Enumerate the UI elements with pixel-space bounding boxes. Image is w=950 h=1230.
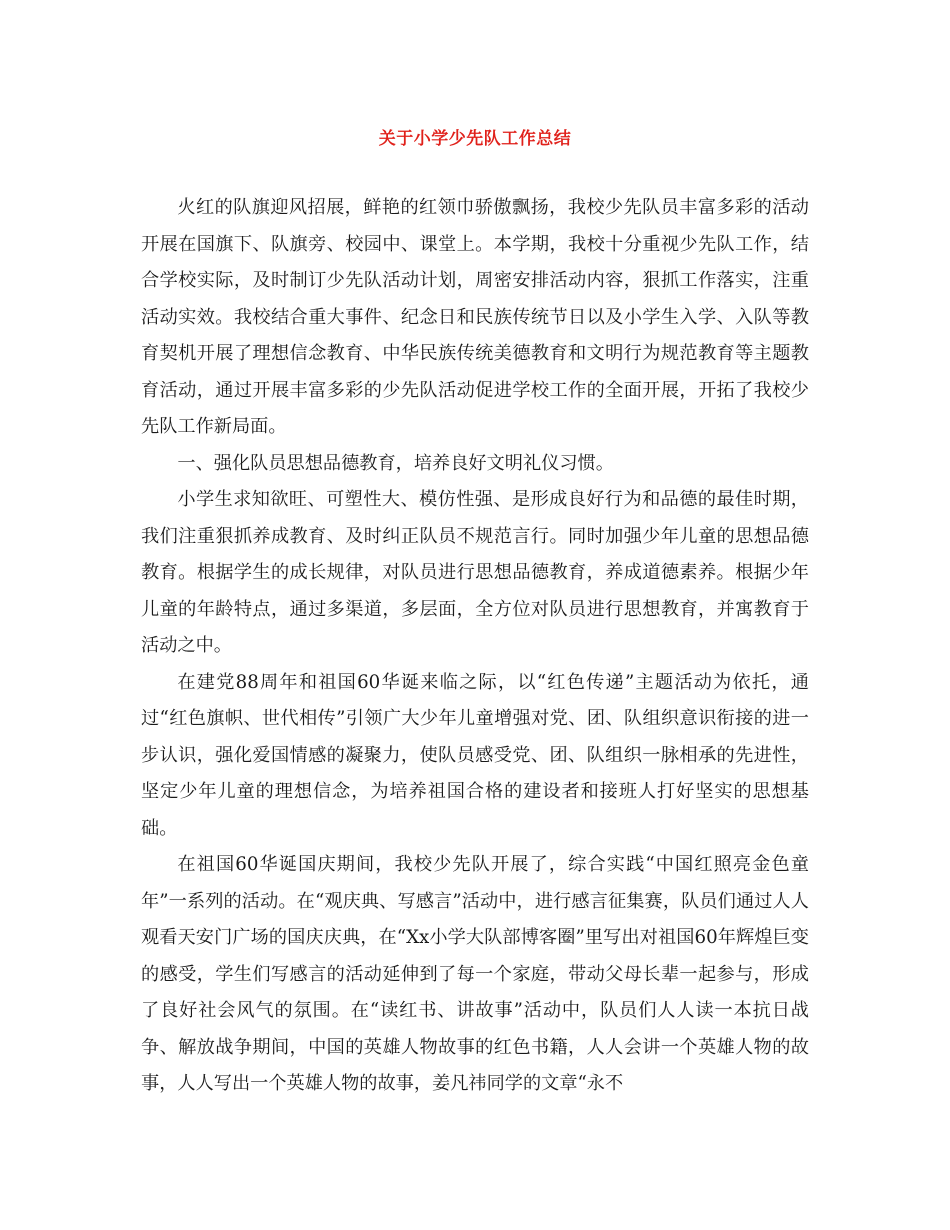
document-body (141, 190, 809, 1103)
document-title: 关于小学少先队工作总结 (378, 129, 572, 149)
section-heading-1: 一、强化队员思想品德教育，培养良好文明礼仪习惯。 (177, 452, 614, 474)
paragraph-red-heritage: 在建党88周年和祖国60华诞来临之际，以“红色传递”主题活动为依托，通过“红色旗帜、世代相传”引领广大少年儿童增强对党、团、队组织意识衔接的进一步认识，强化爱国情感的凝聚力，使队员感受党、团、队组织一脉相承的先进性，坚定少年儿童的理想信念，为培养祖国合格的建设者和接班人打好坚实的思想基础。 (141, 671, 809, 839)
paragraph-intro: 火红的队旗迎风招展，鲜艳的红领巾骄傲飘扬，我校少先队员丰富多彩的活动开展在国旗下、队旗旁、校园中、课堂上。本学期，我校十分重视少先队工作，结合学校实际，及时制订少先队活动计划，周密安排活动内容，狠抓工作落实，注重活动实效。我校结合重大事件、纪念日和民族传统节日以及小学生入学、入队等教育契机开展了理想信念教育、中华民族传统美德教育和文明行为规范教育等主题教育活动，通过开展丰富多彩的少先队活动促进学校工作的全面开展，开拓了我校少先队工作新局面。 (141, 197, 809, 437)
paragraph-moral-education: 小学生求知欲旺、可塑性大、模仿性强、是形成良好行为和品德的最佳时期，我们注重狠抓养成教育、及时纠正队员不规范言行。同时加强少年儿童的思想品德教育。根据学生的成长规律，对队员进行思想品德教育，养成道德素养。根据少年儿童的年龄特点，通过多渠道，多层面，全方位对队员进行思想教育，并寓教育于活动之中。 (141, 489, 809, 656)
paragraph-national-day: 在祖国60华诞国庆期间，我校少先队开展了，综合实践“中国红照亮金色童年”一系列的活动。在“观庆典、写感言”活动中，进行感言征集赛，队员们通过人人观看天安门广场的国庆庆典，在“Xx小学大队部博客圈”里写出对祖国60年辉煌巨变的感受，学生们写感言的活动延伸到了每一个家庭，带动父母长辈一起参与，形成了良好社会风气的氛围。在“读红书、讲故事”活动中，队员们人人读一本抗日战争、解放战争期间，中国的英雄人物故事的红色书籍，人人会讲一个英雄人物的故事，人人写出一个英雄人物的故事，姜凡祎同学的文章“永不 (141, 854, 809, 1094)
